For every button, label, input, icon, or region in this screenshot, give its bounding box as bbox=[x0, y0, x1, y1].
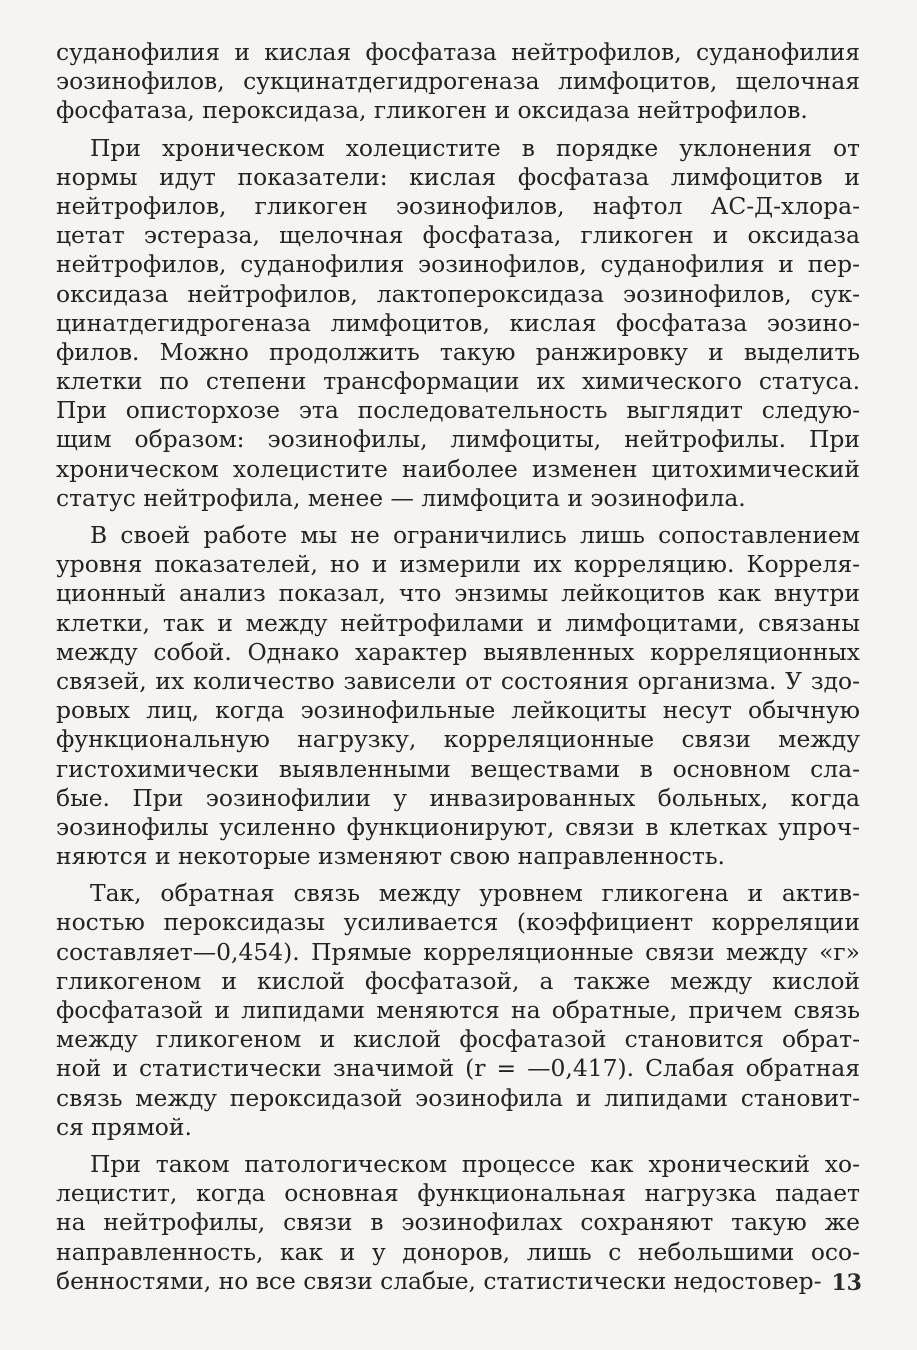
text-line: филов. Можно продолжить такую ранжировку и выделить bbox=[56, 337, 860, 366]
paragraph-gap bbox=[56, 871, 860, 879]
text-line: ной и статистически значимой (r = —0,417). Слабая обратная bbox=[56, 1054, 860, 1083]
text-line: оксидаза нейтрофилов, лактопероксидаза эозинофилов, сук- bbox=[56, 279, 860, 308]
text-line: клетки, так и между нейтрофилами и лимфоцитами, связаны bbox=[56, 608, 860, 637]
text-line: нейтрофилов, гликоген эозинофилов, нафтол АС-Д-хлора- bbox=[56, 191, 860, 220]
text-line: гликогеном и кислой фосфатазой, а также между кислой bbox=[56, 966, 860, 995]
text-line: направленность, как и у доноров, лишь с небольшими осо- bbox=[56, 1237, 860, 1266]
paragraph bbox=[56, 521, 860, 871]
body-text bbox=[56, 38, 860, 1296]
text-line: между собой. Однако характер выявленных корреляционных bbox=[56, 637, 860, 666]
paragraph-gap bbox=[56, 1142, 860, 1150]
text-line: статус нейтрофила, менее — лимфоцита и эозинофила. bbox=[56, 483, 746, 512]
paragraph bbox=[56, 134, 860, 513]
text-line: хроническом холецистите наиболее изменен цитохимический bbox=[56, 454, 860, 483]
text-line: связей, их количество зависели от состояния организма. У здо- bbox=[56, 666, 860, 695]
text-line: ся прямой. bbox=[56, 1112, 192, 1141]
text-line: ционный анализ показал, что энзимы лейкоцитов как внутри bbox=[56, 579, 860, 608]
text-line: нейтрофилов, суданофилия эозинофилов, суданофилия и пер- bbox=[56, 250, 860, 279]
text-line: фосфатаза, пероксидаза, гликоген и оксидаза нейтрофилов. bbox=[56, 96, 808, 125]
text-line: между гликогеном и кислой фосфатазой становится обрат- bbox=[56, 1025, 860, 1054]
text-line: эозинофилов, сукцинатдегидрогеназа лимфоцитов, щелочная bbox=[56, 67, 860, 96]
text-line: бые. При эозинофилии у инвазированных больных, когда bbox=[56, 783, 860, 812]
text-line: цетат эстераза, щелочная фосфатаза, гликоген и оксидаза bbox=[56, 221, 860, 250]
text-line: функциональную нагрузку, корреляционные связи между bbox=[56, 725, 860, 754]
text-line: бенностями, но все связи слабые, статистически недостовер- bbox=[56, 1266, 822, 1295]
text-line: нормы идут показатели: кислая фосфатаза лимфоцитов и bbox=[56, 162, 860, 191]
text-line: гистохимически выявленными веществами в основном сла- bbox=[56, 754, 860, 783]
paragraph bbox=[56, 879, 860, 1142]
text-line: ностью пероксидазы усиливается (коэффициент корреляции bbox=[56, 908, 860, 937]
text-line: эозинофилы усиленно функционируют, связи в клетках упроч- bbox=[56, 812, 860, 841]
text-line: составляет—0,454). Прямые корреляционные связи между «г» bbox=[56, 937, 860, 966]
text-line: на нейтрофилы, связи в эозинофилах сохраняют такую же bbox=[56, 1208, 860, 1237]
paragraph bbox=[56, 38, 860, 126]
paragraph-gap bbox=[56, 513, 860, 521]
text-line: суданофилия и кислая фосфатаза нейтрофилов, суданофилия bbox=[56, 38, 860, 66]
text-line: Так, обратная связь между уровнем гликогена и актив- bbox=[90, 879, 860, 908]
text-line: В своей работе мы не ограничились лишь сопоставлением bbox=[90, 521, 860, 549]
paragraph bbox=[56, 1150, 860, 1296]
page-number: 13 bbox=[831, 1270, 862, 1296]
text-line: При таком патологическом процессе как хронический хо- bbox=[90, 1149, 860, 1178]
text-line: связь между пероксидазой эозинофила и липидами становит- bbox=[56, 1083, 860, 1112]
text-line: При хроническом холецистите в порядке уклонения от bbox=[90, 133, 860, 162]
text-line: клетки по степени трансформации их химического статуса. bbox=[56, 367, 860, 396]
text-line: щим образом: эозинофилы, лимфоциты, нейтрофилы. При bbox=[56, 425, 860, 454]
text-line: лецистит, когда основная функциональная нагрузка падает bbox=[56, 1179, 860, 1208]
text-line: При описторхозе эта последовательность выглядит следую- bbox=[56, 396, 860, 425]
text-line: ровых лиц, когда эозинофильные лейкоциты несут обычную bbox=[56, 696, 860, 725]
text-line: цинатдегидрогеназа лимфоцитов, кислая фосфатаза эозино- bbox=[56, 308, 860, 337]
text-line: няются и некоторые изменяют свою направленность. bbox=[56, 842, 725, 871]
text-line: уровня показателей, но и измерили их корреляцию. Корреля- bbox=[56, 550, 860, 579]
paragraph-gap bbox=[56, 126, 860, 134]
text-line: фосфатазой и липидами меняются на обратные, причем связь bbox=[56, 996, 860, 1024]
